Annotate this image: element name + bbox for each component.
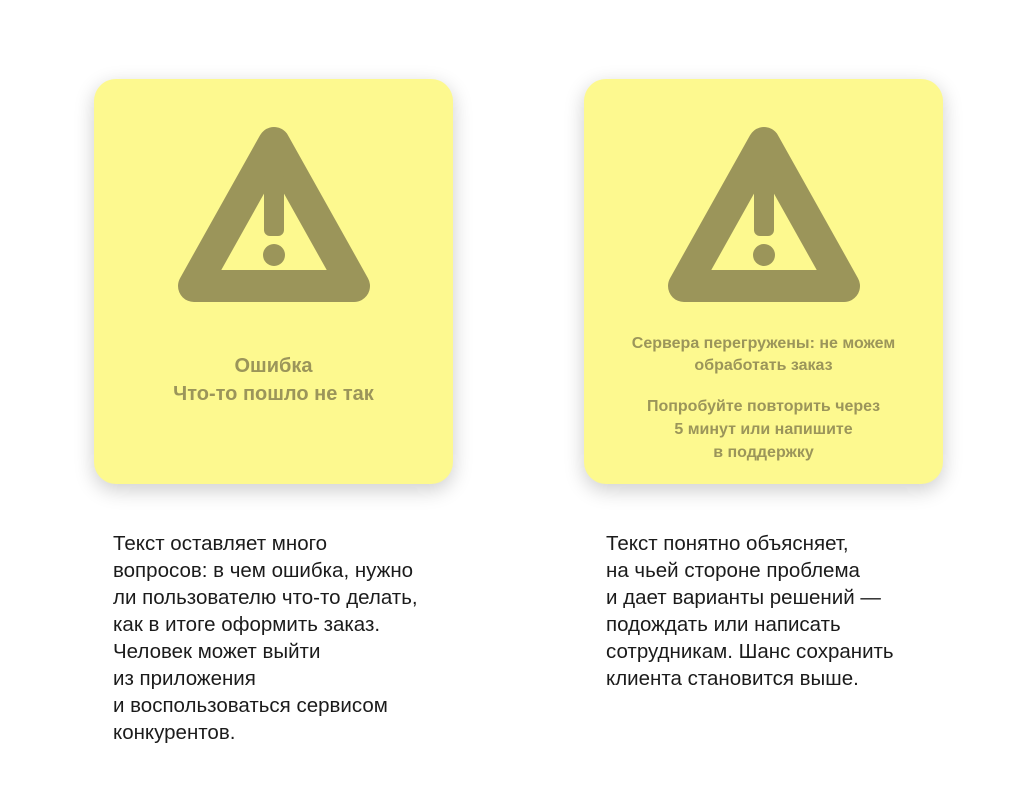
description-line: и дает варианты решений — [606,586,881,609]
description-line: клиента становится выше. [606,667,859,690]
vague-text-description [113,530,493,746]
error-title: Ошибка [234,355,313,377]
error-advice-line: Попробуйте повторить через [646,398,881,415]
error-headline-line: Сервера перегружены: не можем [631,335,896,352]
error-headline-line: обработать заказ [694,357,833,374]
description-line: вопросов: в чем ошибка, нужно [113,559,414,582]
description-line: на чьей стороне проблема [606,559,860,582]
error-advice [594,395,933,464]
description-line: конкурентов. [113,721,236,744]
description-line: сотрудникам. Шанс сохранить [606,640,894,663]
warning-triangle-icon [659,116,869,310]
error-subtitle: Что-то пошло не так [173,383,374,405]
error-headline [594,333,933,377]
description-line: ли пользователю что-то делать, [113,586,418,609]
error-advice-line: 5 минут или напишите [674,421,853,438]
description-line: Человек может выйти [113,640,321,663]
description-line: из приложения [113,667,256,690]
clear-text-description [606,530,996,692]
warning-triangle-icon [169,116,379,310]
error-advice-line: в поддержку [713,444,814,461]
description-line: подождать или написать [606,613,841,636]
error-message [104,352,443,408]
error-card-vague [94,79,453,484]
description-line: Текст оставляет много [113,532,328,555]
description-line: и воспользоваться сервисом [113,694,388,717]
description-line: Текст понятно объясняет, [606,532,849,555]
description-line: как в итоге оформить заказ. [113,613,381,636]
error-card-clear [584,79,943,484]
